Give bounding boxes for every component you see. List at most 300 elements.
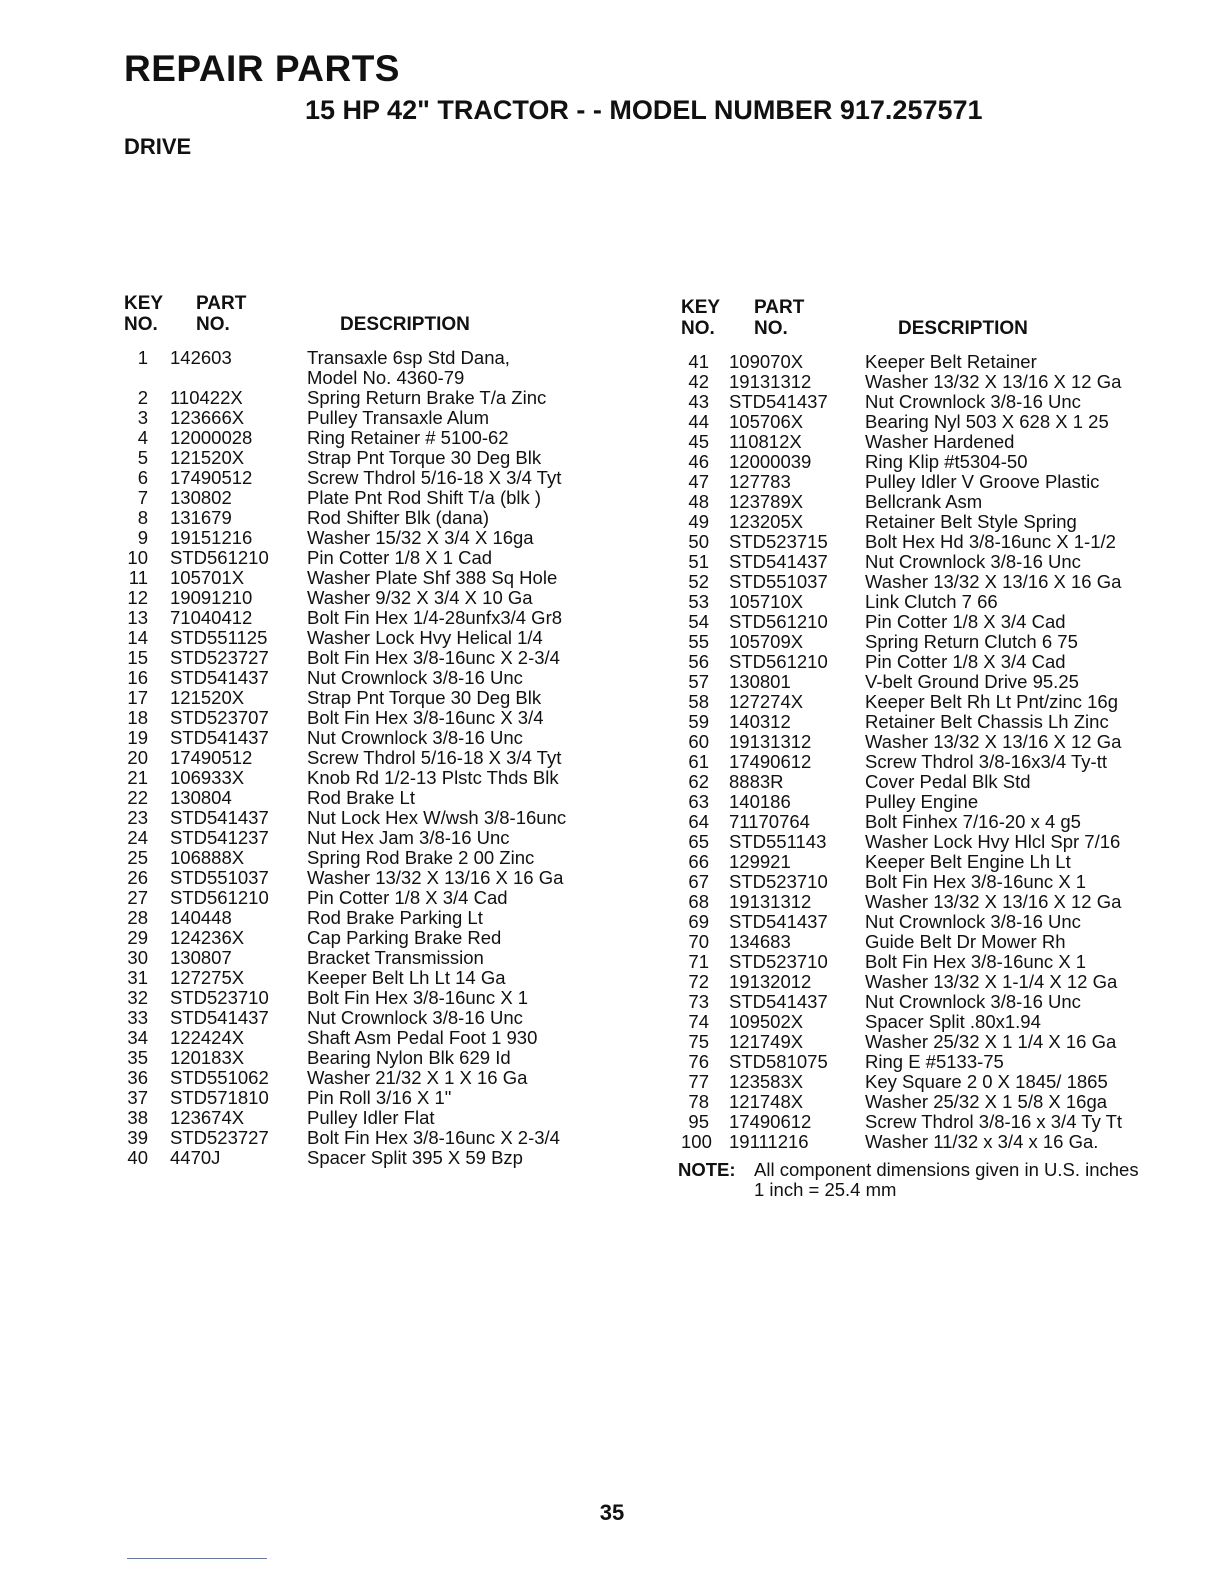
parts-list-left bbox=[124, 348, 594, 1168]
part-description: Shaft Asm Pedal Foot 1 930 bbox=[307, 1027, 538, 1048]
part-description: Bolt Finhex 7/16-20 x 4 g5 bbox=[865, 811, 1081, 832]
part-header-sub: NO. bbox=[754, 318, 788, 339]
key-number: 58 bbox=[688, 691, 709, 712]
key-number: 60 bbox=[688, 731, 709, 752]
part-number: 142603 bbox=[170, 347, 232, 368]
parts-row bbox=[681, 912, 1201, 932]
key-number: 56 bbox=[688, 651, 709, 672]
parts-row bbox=[124, 728, 594, 748]
part-number: STD551062 bbox=[170, 1067, 269, 1088]
part-number: 140312 bbox=[729, 711, 791, 732]
part-description: Nut Hex Jam 3/8-16 Unc bbox=[307, 827, 510, 848]
part-number: 120183X bbox=[170, 1047, 245, 1068]
part-description: Keeper Belt Retainer bbox=[865, 351, 1037, 372]
parts-row bbox=[681, 432, 1201, 452]
part-number: 17490612 bbox=[729, 751, 812, 772]
part-number: STD523710 bbox=[729, 951, 828, 972]
part-description: Bolt Hex Hd 3/8-16unc X 1-1/2 bbox=[865, 531, 1116, 552]
key-number: 39 bbox=[127, 1127, 148, 1148]
parts-row bbox=[681, 392, 1201, 412]
part-description: Screw Thdrol 5/16-18 X 3/4 Tyt bbox=[307, 747, 562, 768]
key-number: 41 bbox=[688, 351, 709, 372]
part-description: Pin Cotter 1/8 X 3/4 Cad bbox=[307, 887, 508, 908]
key-number: 64 bbox=[688, 811, 709, 832]
key-number: 27 bbox=[127, 887, 148, 908]
part-number: 17490612 bbox=[729, 1111, 812, 1132]
part-description: Plate Pnt Rod Shift T/a (blk ) bbox=[307, 487, 542, 508]
part-number: STD581075 bbox=[729, 1051, 828, 1072]
parts-row bbox=[124, 428, 594, 448]
part-description: Pulley Engine bbox=[865, 791, 979, 812]
key-number: 95 bbox=[688, 1111, 709, 1132]
part-description: Bolt Fin Hex 3/8-16unc X 2-3/4 bbox=[307, 1127, 560, 1148]
part-number: 123205X bbox=[729, 511, 804, 532]
key-number: 57 bbox=[688, 671, 709, 692]
part-number: 19132012 bbox=[729, 971, 812, 992]
key-number: 20 bbox=[127, 747, 148, 768]
key-no-header bbox=[124, 293, 163, 335]
part-description: Strap Pnt Torque 30 Deg Blk bbox=[307, 447, 542, 468]
part-description: Pulley Transaxle Alum bbox=[307, 407, 490, 428]
part-number: STD541237 bbox=[170, 827, 269, 848]
key-number: 34 bbox=[127, 1027, 148, 1048]
key-number: 70 bbox=[688, 931, 709, 952]
parts-row bbox=[124, 568, 594, 588]
part-description: Bolt Fin Hex 1/4-28unfx3/4 Gr8 bbox=[307, 607, 563, 628]
part-description: Pulley Idler Flat bbox=[307, 1107, 435, 1128]
parts-row bbox=[681, 1032, 1201, 1052]
parts-row bbox=[124, 1108, 594, 1128]
part-description: Washer 13/32 X 13/16 X 12 Ga bbox=[865, 731, 1122, 752]
parts-row bbox=[124, 588, 594, 608]
parts-row bbox=[124, 908, 594, 928]
part-description: Retainer Belt Chassis Lh Zinc bbox=[865, 711, 1109, 732]
part-description: Washer 9/32 X 3/4 X 10 Ga bbox=[307, 587, 533, 608]
parts-row bbox=[124, 668, 594, 688]
part-header-label: PART bbox=[754, 297, 805, 318]
parts-row bbox=[681, 492, 1201, 512]
key-number: 54 bbox=[688, 611, 709, 632]
part-number: STD541437 bbox=[170, 667, 269, 688]
parts-row bbox=[124, 1008, 594, 1028]
part-description: Bolt Fin Hex 3/8-16unc X 1 bbox=[865, 871, 1087, 892]
part-number: 131679 bbox=[170, 507, 232, 528]
parts-row bbox=[124, 648, 594, 668]
part-number: 127274X bbox=[729, 691, 804, 712]
key-number: 50 bbox=[688, 531, 709, 552]
part-number: 8883R bbox=[729, 771, 784, 792]
part-description: Keeper Belt Lh Lt 14 Ga bbox=[307, 967, 506, 988]
key-number: 52 bbox=[688, 571, 709, 592]
key-number: 21 bbox=[127, 767, 148, 788]
part-description: Ring E #5133-75 bbox=[865, 1051, 1004, 1072]
model-subtitle: 15 HP 42" TRACTOR - - MODEL NUMBER 917.257571 bbox=[305, 95, 983, 125]
part-description: Spring Return Brake T/a Zinc bbox=[307, 387, 547, 408]
key-number: 31 bbox=[127, 967, 148, 988]
note-label: NOTE: bbox=[678, 1159, 736, 1180]
key-number: 4 bbox=[137, 427, 148, 448]
parts-row bbox=[124, 948, 594, 968]
key-number: 51 bbox=[688, 551, 709, 572]
part-number: STD541437 bbox=[729, 991, 828, 1012]
parts-row bbox=[124, 548, 594, 568]
part-description: Bracket Transmission bbox=[307, 947, 484, 968]
key-number: 62 bbox=[688, 771, 709, 792]
part-description: Keeper Belt Rh Lt Pnt/zinc 16g bbox=[865, 691, 1118, 712]
part-number: 130802 bbox=[170, 487, 232, 508]
part-description: Bearing Nylon Blk 629 Id bbox=[307, 1047, 511, 1068]
part-number: 123674X bbox=[170, 1107, 245, 1128]
key-number: 38 bbox=[127, 1107, 148, 1128]
parts-row bbox=[681, 832, 1201, 852]
part-header-sub: NO. bbox=[196, 314, 230, 335]
part-number: STD551143 bbox=[729, 831, 827, 852]
dimension-note bbox=[678, 1159, 1201, 1200]
part-number: 19111216 bbox=[729, 1131, 809, 1152]
parts-row bbox=[681, 712, 1201, 732]
parts-row bbox=[124, 888, 594, 908]
part-number: 121749X bbox=[729, 1031, 804, 1052]
part-number: 71040412 bbox=[170, 607, 253, 628]
parts-row bbox=[124, 688, 594, 708]
part-number: 127275X bbox=[170, 967, 245, 988]
part-description: Nut Crownlock 3/8-16 Unc bbox=[307, 1007, 523, 1028]
parts-row bbox=[681, 932, 1201, 952]
part-number: 17490512 bbox=[170, 467, 253, 488]
parts-row bbox=[681, 532, 1201, 552]
part-number: 122424X bbox=[170, 1027, 245, 1048]
parts-row bbox=[681, 512, 1201, 532]
part-number: STD523710 bbox=[170, 987, 269, 1008]
parts-row bbox=[124, 928, 594, 948]
parts-row bbox=[124, 528, 594, 548]
parts-row bbox=[124, 788, 594, 808]
parts-row bbox=[124, 348, 594, 388]
parts-row bbox=[681, 1072, 1201, 1092]
part-description: Ring Klip #t5304-50 bbox=[865, 451, 1028, 472]
key-number: 74 bbox=[688, 1011, 709, 1032]
part-description-line-2: Model No. 4360-79 bbox=[307, 367, 465, 388]
part-description: Bolt Fin Hex 3/8-16unc X 1 bbox=[307, 987, 529, 1008]
parts-row bbox=[681, 652, 1201, 672]
part-number: STD541437 bbox=[170, 1007, 269, 1028]
part-description: Nut Crownlock 3/8-16 Unc bbox=[307, 667, 523, 688]
parts-row bbox=[681, 852, 1201, 872]
key-number: 1 bbox=[137, 347, 148, 368]
part-description: Washer 13/32 X 13/16 X 12 Ga bbox=[865, 371, 1122, 392]
part-number: 17490512 bbox=[170, 747, 253, 768]
part-description: Nut Crownlock 3/8-16 Unc bbox=[865, 991, 1081, 1012]
parts-row bbox=[681, 1112, 1201, 1132]
part-number: 19151216 bbox=[170, 527, 253, 548]
part-number: 12000039 bbox=[729, 451, 812, 472]
section-title: DRIVE bbox=[124, 134, 192, 159]
part-description: Nut Crownlock 3/8-16 Unc bbox=[865, 551, 1081, 572]
part-description: Spacer Split 395 X 59 Bzp bbox=[307, 1147, 523, 1168]
part-number: STD541437 bbox=[729, 911, 828, 932]
parts-row bbox=[681, 692, 1201, 712]
part-number: 106888X bbox=[170, 847, 245, 868]
key-number: 37 bbox=[127, 1087, 148, 1108]
description-header: DESCRIPTION bbox=[340, 314, 470, 335]
part-number: 130807 bbox=[170, 947, 232, 968]
parts-row bbox=[124, 1088, 594, 1108]
part-number: STD561210 bbox=[170, 887, 269, 908]
part-number: STD523727 bbox=[170, 1127, 269, 1148]
key-number: 13 bbox=[127, 607, 148, 628]
part-description: Screw Thdrol 3/8-16x3/4 Ty-tt bbox=[865, 751, 1107, 772]
part-description: Washer Lock Hvy Helical 1/4 bbox=[307, 627, 543, 648]
key-number: 78 bbox=[688, 1091, 709, 1112]
part-description: Bearing Nyl 503 X 628 X 1 25 bbox=[865, 411, 1109, 432]
key-number: 5 bbox=[137, 447, 148, 468]
key-number: 14 bbox=[127, 627, 148, 648]
parts-row bbox=[124, 848, 594, 868]
part-number: STD561210 bbox=[729, 611, 828, 632]
part-description: Cover Pedal Blk Std bbox=[865, 771, 1031, 792]
parts-row bbox=[124, 628, 594, 648]
part-no-header bbox=[754, 297, 804, 339]
part-number: STD541437 bbox=[170, 727, 269, 748]
part-number: STD571810 bbox=[170, 1087, 269, 1108]
key-number: 49 bbox=[688, 511, 709, 532]
part-description: Washer Plate Shf 388 Sq Hole bbox=[307, 567, 558, 588]
key-number: 76 bbox=[688, 1051, 709, 1072]
key-header-sub: NO. bbox=[681, 318, 715, 339]
key-number: 40 bbox=[127, 1147, 148, 1168]
parts-row bbox=[681, 612, 1201, 632]
key-number: 33 bbox=[127, 1007, 148, 1028]
key-number: 10 bbox=[127, 547, 148, 568]
part-description: Key Square 2 0 X 1845/ 1865 bbox=[865, 1071, 1108, 1092]
part-number: 140448 bbox=[170, 907, 232, 928]
parts-row bbox=[124, 708, 594, 728]
part-number: 4470J bbox=[170, 1147, 221, 1168]
part-description: Nut Crownlock 3/8-16 Unc bbox=[307, 727, 523, 748]
key-number: 35 bbox=[127, 1047, 148, 1068]
parts-row bbox=[124, 988, 594, 1008]
part-description: Washer 21/32 X 1 X 16 Ga bbox=[307, 1067, 528, 1088]
table-header bbox=[124, 290, 594, 340]
key-number: 48 bbox=[688, 491, 709, 512]
key-number: 15 bbox=[127, 647, 148, 668]
key-number: 71 bbox=[688, 951, 709, 972]
part-number: 109502X bbox=[729, 1011, 804, 1032]
key-number: 24 bbox=[127, 827, 148, 848]
note-text bbox=[754, 1160, 1201, 1200]
part-description: Washer 11/32 x 3/4 x 16 Ga. bbox=[865, 1131, 1099, 1152]
part-description: Ring Retainer # 5100-62 bbox=[307, 427, 509, 448]
part-number: 129921 bbox=[729, 851, 791, 872]
parts-row bbox=[681, 1052, 1201, 1072]
key-number: 63 bbox=[688, 791, 709, 812]
parts-row bbox=[124, 868, 594, 888]
parts-row bbox=[681, 372, 1201, 392]
parts-table-right bbox=[678, 294, 1201, 1200]
parts-row bbox=[124, 808, 594, 828]
parts-row bbox=[124, 508, 594, 528]
key-number: 3 bbox=[137, 407, 148, 428]
part-number: 121520X bbox=[170, 687, 245, 708]
part-number: 123583X bbox=[729, 1071, 804, 1092]
part-number: 19131312 bbox=[729, 891, 812, 912]
parts-row bbox=[124, 748, 594, 768]
part-description: Bellcrank Asm bbox=[865, 491, 983, 512]
part-description: Guide Belt Dr Mower Rh bbox=[865, 931, 1066, 952]
key-number: 66 bbox=[688, 851, 709, 872]
parts-row bbox=[124, 1028, 594, 1048]
key-number: 68 bbox=[688, 891, 709, 912]
part-number: 134683 bbox=[729, 931, 791, 952]
part-number: STD523715 bbox=[729, 531, 828, 552]
part-number: STD541437 bbox=[729, 551, 828, 572]
key-number: 59 bbox=[688, 711, 709, 732]
key-number: 53 bbox=[688, 591, 709, 612]
part-description: Washer 13/32 X 1-1/4 X 12 Ga bbox=[865, 971, 1118, 992]
key-number: 25 bbox=[127, 847, 148, 868]
part-description: Washer 13/32 X 13/16 X 16 Ga bbox=[307, 867, 564, 888]
part-description: Bolt Fin Hex 3/8-16unc X 3/4 bbox=[307, 707, 544, 728]
part-number: 110812X bbox=[729, 431, 802, 452]
part-number: STD561210 bbox=[729, 651, 828, 672]
key-number: 11 bbox=[128, 567, 148, 588]
part-number: 130804 bbox=[170, 787, 232, 808]
key-number: 46 bbox=[688, 451, 709, 472]
key-header-label: KEY bbox=[681, 297, 721, 318]
parts-row bbox=[681, 552, 1201, 572]
parts-row bbox=[681, 812, 1201, 832]
part-number: 105710X bbox=[729, 591, 804, 612]
parts-row bbox=[124, 968, 594, 988]
parts-row bbox=[681, 632, 1201, 652]
part-number: 105701X bbox=[170, 567, 245, 588]
parts-row bbox=[124, 828, 594, 848]
part-description: Spring Return Clutch 6 75 bbox=[865, 631, 1078, 652]
key-number: 36 bbox=[127, 1067, 148, 1088]
part-description: Spring Rod Brake 2 00 Zinc bbox=[307, 847, 535, 868]
parts-row bbox=[124, 408, 594, 428]
parts-row bbox=[681, 452, 1201, 472]
part-description: Rod Brake Parking Lt bbox=[307, 907, 483, 928]
parts-row bbox=[681, 992, 1201, 1012]
key-number: 8 bbox=[137, 507, 148, 528]
key-number: 72 bbox=[688, 971, 709, 992]
part-header-label: PART bbox=[196, 293, 247, 314]
part-description: Nut Lock Hex W/wsh 3/8-16unc bbox=[307, 807, 567, 828]
part-number: 71170764 bbox=[729, 811, 810, 832]
part-description: Pin Roll 3/16 X 1" bbox=[307, 1087, 452, 1108]
part-number: 106933X bbox=[170, 767, 245, 788]
key-number: 75 bbox=[688, 1031, 709, 1052]
parts-row bbox=[124, 608, 594, 628]
parts-row bbox=[681, 892, 1201, 912]
part-number: 124236X bbox=[170, 927, 245, 948]
key-header-label: KEY bbox=[124, 293, 164, 314]
part-number: STD523727 bbox=[170, 647, 269, 668]
part-number: STD551037 bbox=[170, 867, 269, 888]
parts-row bbox=[681, 352, 1201, 372]
key-number: 19 bbox=[127, 727, 148, 748]
key-header-sub: NO. bbox=[124, 314, 158, 335]
parts-row bbox=[124, 1128, 594, 1148]
key-number: 47 bbox=[688, 471, 709, 492]
key-number: 61 bbox=[688, 751, 709, 772]
parts-row bbox=[681, 972, 1201, 992]
part-no-header bbox=[196, 293, 246, 335]
parts-row bbox=[681, 952, 1201, 972]
part-number: 110422X bbox=[170, 387, 243, 408]
part-description: Pulley Idler V Groove Plastic bbox=[865, 471, 1100, 492]
table-header bbox=[681, 294, 1201, 344]
parts-row bbox=[124, 1148, 594, 1168]
part-description: Transaxle 6sp Std Dana, bbox=[307, 347, 510, 368]
part-description: Bolt Fin Hex 3/8-16unc X 2-3/4 bbox=[307, 647, 560, 668]
key-number: 30 bbox=[127, 947, 148, 968]
parts-row bbox=[124, 488, 594, 508]
part-description: Washer 13/32 X 13/16 X 16 Ga bbox=[865, 571, 1122, 592]
parts-row bbox=[124, 1068, 594, 1088]
part-number: STD523707 bbox=[170, 707, 269, 728]
parts-row bbox=[681, 732, 1201, 752]
parts-row bbox=[124, 1048, 594, 1068]
part-description: Strap Pnt Torque 30 Deg Blk bbox=[307, 687, 542, 708]
key-number: 44 bbox=[688, 411, 709, 432]
key-number: 29 bbox=[127, 927, 148, 948]
page-title: REPAIR PARTS bbox=[124, 48, 400, 89]
note-line-2: 1 inch = 25.4 mm bbox=[754, 1179, 897, 1200]
part-description: Rod Shifter Blk (dana) bbox=[307, 507, 490, 528]
part-description: Washer Lock Hvy Hlcl Spr 7/16 bbox=[865, 831, 1121, 852]
key-number: 2 bbox=[137, 387, 148, 408]
part-number: STD551037 bbox=[729, 571, 828, 592]
part-description: Link Clutch 7 66 bbox=[865, 591, 998, 612]
parts-row bbox=[681, 752, 1201, 772]
part-number: 123789X bbox=[729, 491, 804, 512]
part-number: STD523710 bbox=[729, 871, 828, 892]
key-number: 28 bbox=[127, 907, 148, 928]
parts-row bbox=[681, 1132, 1201, 1152]
description-header: DESCRIPTION bbox=[898, 318, 1028, 339]
part-number: 127783 bbox=[729, 471, 791, 492]
part-description: Washer 15/32 X 3/4 X 16ga bbox=[307, 527, 534, 548]
parts-list-right bbox=[681, 352, 1201, 1152]
key-number: 7 bbox=[137, 487, 148, 508]
parts-row bbox=[681, 772, 1201, 792]
key-number: 17 bbox=[127, 687, 148, 708]
part-description: Nut Crownlock 3/8-16 Unc bbox=[865, 391, 1081, 412]
key-no-header bbox=[681, 297, 720, 339]
key-number: 9 bbox=[137, 527, 148, 548]
key-number: 18 bbox=[127, 707, 148, 728]
part-description: Pin Cotter 1/8 X 3/4 Cad bbox=[865, 651, 1066, 672]
bottom-rule bbox=[127, 1558, 267, 1559]
part-number: 12000028 bbox=[170, 427, 253, 448]
parts-row bbox=[681, 792, 1201, 812]
page-number: 35 bbox=[599, 1500, 625, 1525]
parts-row bbox=[681, 872, 1201, 892]
parts-row bbox=[681, 1092, 1201, 1112]
key-number: 12 bbox=[127, 587, 148, 608]
part-description: Pin Cotter 1/8 X 3/4 Cad bbox=[865, 611, 1066, 632]
part-description: Rod Brake Lt bbox=[307, 787, 415, 808]
part-number: 121520X bbox=[170, 447, 245, 468]
part-description: Bolt Fin Hex 3/8-16unc X 1 bbox=[865, 951, 1087, 972]
part-description: Screw Thdrol 5/16-18 X 3/4 Tyt bbox=[307, 467, 562, 488]
key-number: 100 bbox=[681, 1131, 712, 1152]
key-number: 26 bbox=[127, 867, 148, 888]
part-number: 19131312 bbox=[729, 371, 812, 392]
part-number: 130801 bbox=[729, 671, 791, 692]
